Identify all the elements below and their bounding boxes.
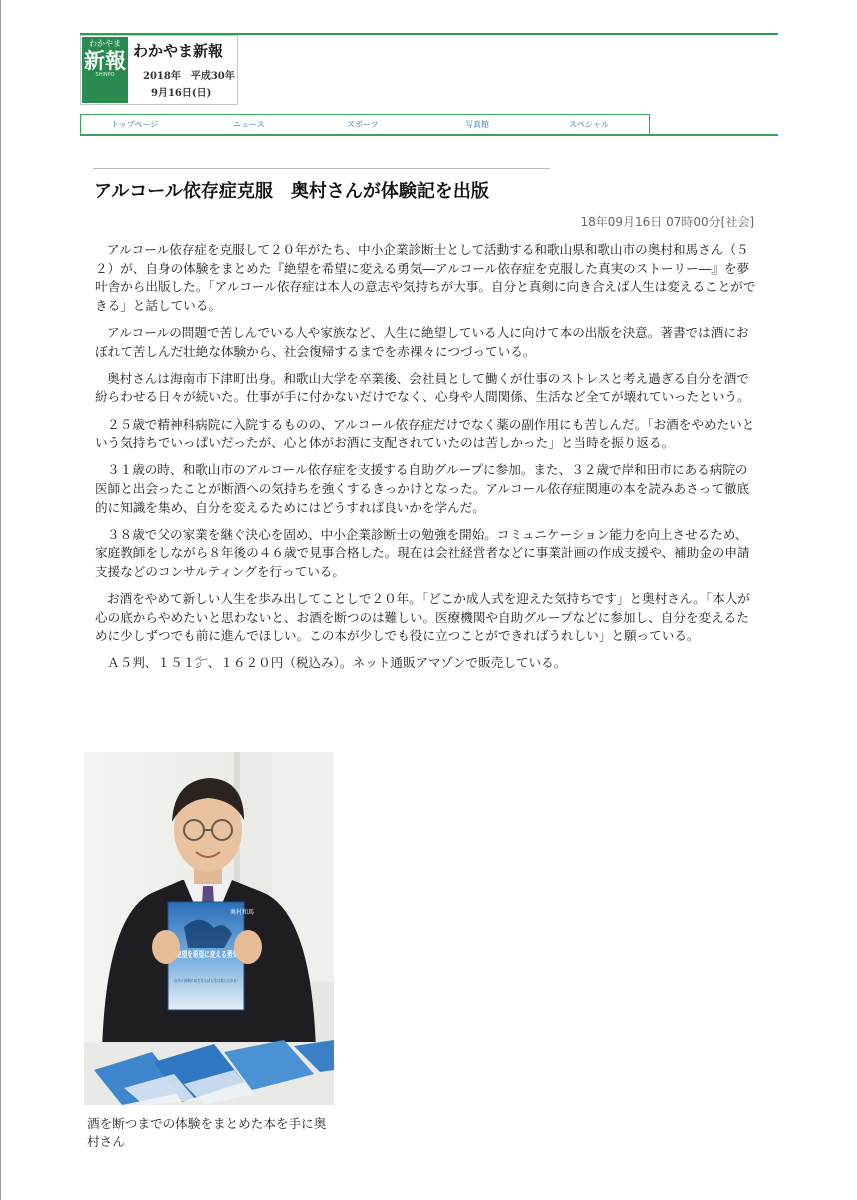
nav-item-top[interactable]: トップページ xyxy=(111,120,159,129)
paper-name: わかやま新報 xyxy=(133,42,224,60)
nav-item-special[interactable]: スペシャル xyxy=(569,120,609,129)
article-paragraph: お酒をやめて新しい人生を歩み出してことしで２０年。「どこか成人式を迎えた気持ちです」と奥村さん。「本人が心の底からやめたいと思わないと、お酒を断つのは難しい。医療機関や自助グループなどに参加し、自分を変えるために少しずつでも前に進んでほしい。この本が少しでも役に立つことができればうれしい」と願っている。 xyxy=(95,591,750,644)
main-nav xyxy=(80,114,650,134)
article-paragraph: アルコールの問題で苦しんでいる人や家族など、人生に絶望している人に向けて本の出版を決意。著書では酒におぼれて苦しんだ壮絶な体験から、社会復帰するまでを赤裸々につづっている。 xyxy=(95,324,749,359)
article-paragraph: ３８歳で父の家業を継ぐ決心を固め、中小企業診断士の勉強を開始。コミュニケーション能力を向上させるため、家庭教師をしながら８年後の４６歳で見事合格した。現在は会社経営者などに事業計画の作成支援や、補助金の申請支援などのコンサルティングを行っている。 xyxy=(95,526,750,579)
nav-item-sports[interactable]: スポーツ xyxy=(347,120,379,129)
book-cover-author: 奥村和馬 xyxy=(230,909,255,916)
article-body xyxy=(95,241,757,682)
newspaper-logo[interactable] xyxy=(82,37,128,103)
masthead xyxy=(80,35,238,105)
article-dateline: 18年09月16日 07時00分[社会] xyxy=(580,215,754,229)
logo-sub-text: SHINPO xyxy=(95,72,115,78)
masthead-date-day: 9月16日(日) xyxy=(151,88,212,99)
article-photo[interactable] xyxy=(84,752,334,1105)
article-paragraph: Ａ５判、１５１㌻、１６２０円（税込み）。ネット通販アマゾンで販売している。 xyxy=(107,655,567,671)
article-paragraph: ２５歳で精神科病院に入院するものの、アルコール依存症だけでなく薬の副作用にも苦しんだ。「お酒をやめたいという気持ちでいっぱいだったが、心と体がお酒に支配されていたのは苦しかった」と当時を振り返る。 xyxy=(95,416,755,451)
article-paragraph: ３１歳の時、和歌山市のアルコール依存症を支援する自助グループに参加。また、３２歳で岸和田市にある病院の医師と出会ったことが断酒への気持ちを強くするきっかけとなった。アルコール依存症関連の本を読みあさって徹底的に知識を集め、自分を変えるためにはどうすれば良いかを学んだ。 xyxy=(95,462,750,515)
book-cover-tagline: 自分と真剣に向き合えば人生は変えられる！ xyxy=(174,978,254,983)
nav-bottom-rule xyxy=(80,134,778,136)
article-paragraph: 奥村さんは海南市下津町出身。和歌山大学を卒業後、会社員として働くが仕事のストレスと考え過ぎる自分を酒で紛らわせる日々が続いた。仕事が手に付かないだけでなく、心身や人間関係、生活など全てが壊れていったという。 xyxy=(95,370,750,405)
photo-illustration xyxy=(84,752,334,1105)
article-headline: アルコール依存症克服 奥村さんが体験記を出版 xyxy=(94,181,489,202)
photo-caption: 酒を断つまでの体験をまとめた本を手に奥村さん xyxy=(87,1116,327,1149)
nav-item-photos[interactable]: 写真館 xyxy=(465,120,489,129)
headline-rule xyxy=(93,168,550,169)
nav-item-news[interactable]: ニュース xyxy=(233,120,265,129)
book-cover-title: 絶望を希望に変える勇気 xyxy=(176,950,264,959)
logo-big-text: 新報 xyxy=(84,48,126,73)
article-paragraph: アルコール依存症を克服して２０年がたち、中小企業診断士として活動する和歌山県和歌山市の奥村和馬さん（５２）が、自身の体験をまとめた『絶望を希望に変える勇気―アルコール依存症を克服した真実のストーリー―』を夢叶舎から出版した。「アルコール依存症は本人の意志や気持ちが大事。自分と真剣に向き合えば人生は変えることができる」と話している。 xyxy=(95,242,756,313)
masthead-date-year: 2018年 平成30年 xyxy=(143,71,235,82)
page-frame-line xyxy=(0,0,1,1200)
logo-small-text: わかやま xyxy=(89,39,121,48)
